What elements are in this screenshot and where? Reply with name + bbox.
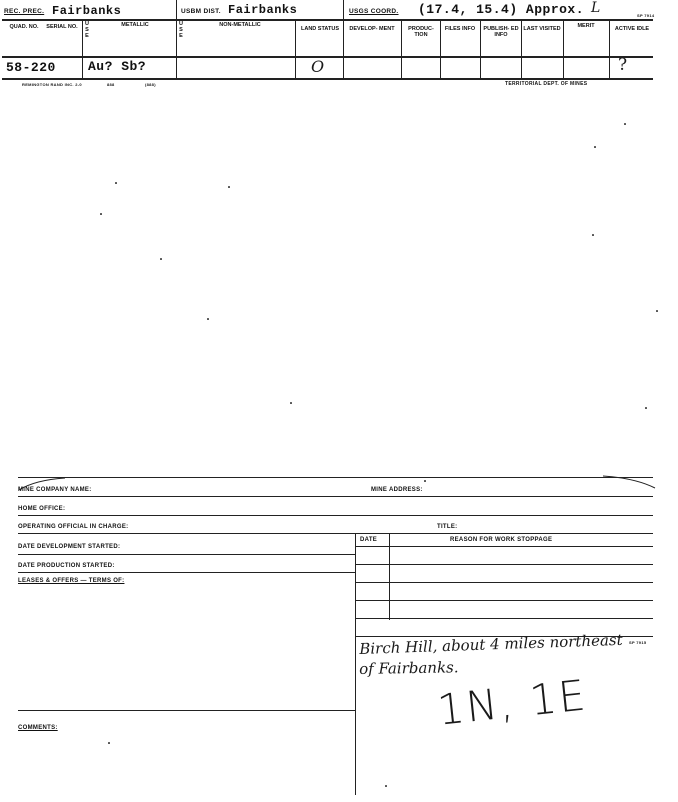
col-divider — [343, 0, 344, 78]
col-divider — [82, 19, 83, 78]
row-rule — [355, 600, 653, 601]
non-metallic-header: NON-METALLIC — [219, 22, 261, 28]
serial-no-header: SERIAL NO. — [46, 24, 78, 30]
lower-form-curls — [15, 474, 665, 494]
col-divider — [563, 19, 564, 78]
speck — [228, 186, 230, 188]
row-rule — [18, 710, 355, 711]
mine-company-name-label: MINE COMPANY NAME: — [18, 487, 92, 493]
row-rule — [355, 582, 653, 583]
use-right-header: U S E — [179, 21, 183, 39]
col-divider — [480, 19, 481, 78]
printer-code-2: (888) — [145, 82, 156, 87]
land-status-header: LAND STATUS — [301, 26, 339, 32]
speck — [160, 258, 162, 260]
handwritten-location-line-1: Birch Hill, about 4 miles northeast — [359, 630, 623, 658]
date-prod-started-label: DATE PRODUCTION STARTED: — [18, 563, 115, 569]
header-rule-2 — [2, 56, 653, 58]
leases-offers-label: LEASES & OFFERS — TERMS OF: — [18, 578, 125, 584]
speck — [108, 742, 110, 744]
comments-label: COMMENTS: — [18, 725, 58, 731]
speck — [115, 182, 117, 184]
row-rule — [18, 572, 355, 573]
metallic-header: METALLIC — [121, 22, 149, 28]
form-number-2: SP 7915 — [629, 640, 647, 645]
usbm-dist-label: USBM DIST. — [181, 8, 221, 15]
production-header: PRODUC- TION — [408, 26, 434, 38]
active-idle-mark: ? — [618, 55, 628, 75]
usgs-coord-value: (17.4, 15.4) Approx. — [418, 2, 585, 17]
usgs-coord-label: USGS COORD. — [349, 8, 399, 15]
date-column-header: DATE — [360, 537, 378, 543]
speck — [594, 146, 596, 148]
row-rule — [355, 546, 653, 547]
speck — [100, 213, 102, 215]
quad-serial-value: 58-220 — [6, 60, 56, 75]
use-left-header: U S E — [85, 21, 89, 39]
agency-name: TERRITORIAL DEPT. OF MINES — [505, 81, 588, 87]
row-rule — [18, 515, 653, 516]
printer-code: 888 — [107, 82, 115, 87]
land-status-value: O — [311, 57, 325, 76]
form-number: SP 7914 — [637, 13, 655, 18]
mine-address-label: MINE ADDRESS: — [371, 487, 423, 493]
right-block-divider — [355, 533, 356, 795]
published-info-header: PUBLISH- ED INFO — [483, 26, 519, 38]
metallic-value: Au? Sb? — [88, 59, 147, 74]
merit-header: MERIT — [577, 23, 595, 29]
row-rule — [355, 618, 653, 619]
row-rule — [18, 533, 653, 534]
rec-prec-value: Fairbanks — [52, 4, 122, 18]
reason-column-header: REASON FOR WORK STOPPAGE — [450, 537, 553, 543]
col-divider — [176, 0, 177, 78]
row-rule — [18, 554, 355, 555]
last-visited-header: LAST VISITED — [523, 26, 561, 32]
row-rule — [355, 564, 653, 565]
col-divider — [440, 19, 441, 78]
rec-prec-label: REC. PREC. — [4, 8, 45, 15]
operating-official-label: OPERATING OFFICIAL IN CHARGE: — [18, 524, 129, 530]
speck — [592, 234, 594, 236]
title-label: TITLE: — [437, 524, 458, 530]
check-mark: L — [591, 0, 601, 16]
col-divider — [521, 19, 522, 78]
development-header: DEVELOP- MENT — [349, 26, 395, 32]
active-idle-header: ACTIVE IDLE — [614, 26, 650, 32]
handwritten-township: 1N, 1E — [435, 670, 590, 735]
speck — [385, 785, 387, 787]
files-info-header: FILES INFO — [444, 26, 476, 32]
header-rule-1 — [2, 19, 653, 21]
col-divider — [401, 19, 402, 78]
header-rule-3 — [2, 78, 653, 80]
speck — [207, 318, 209, 320]
date-dev-started-label: DATE DEVELOPMENT STARTED: — [18, 544, 121, 550]
handwritten-location-line-2: of Fairbanks. — [359, 658, 459, 678]
speck — [645, 407, 647, 409]
quad-no-header: QUAD. NO. — [9, 24, 39, 30]
row-rule — [18, 496, 653, 497]
speck — [656, 310, 658, 312]
speck — [624, 123, 626, 125]
col-divider — [609, 19, 610, 78]
col-divider — [295, 19, 296, 78]
printer-imprint: REMINGTON RAND INC. 2-0 — [22, 82, 82, 87]
usbm-dist-value: Fairbanks — [228, 3, 298, 17]
home-office-label: HOME OFFICE: — [18, 506, 66, 512]
speck — [290, 402, 292, 404]
